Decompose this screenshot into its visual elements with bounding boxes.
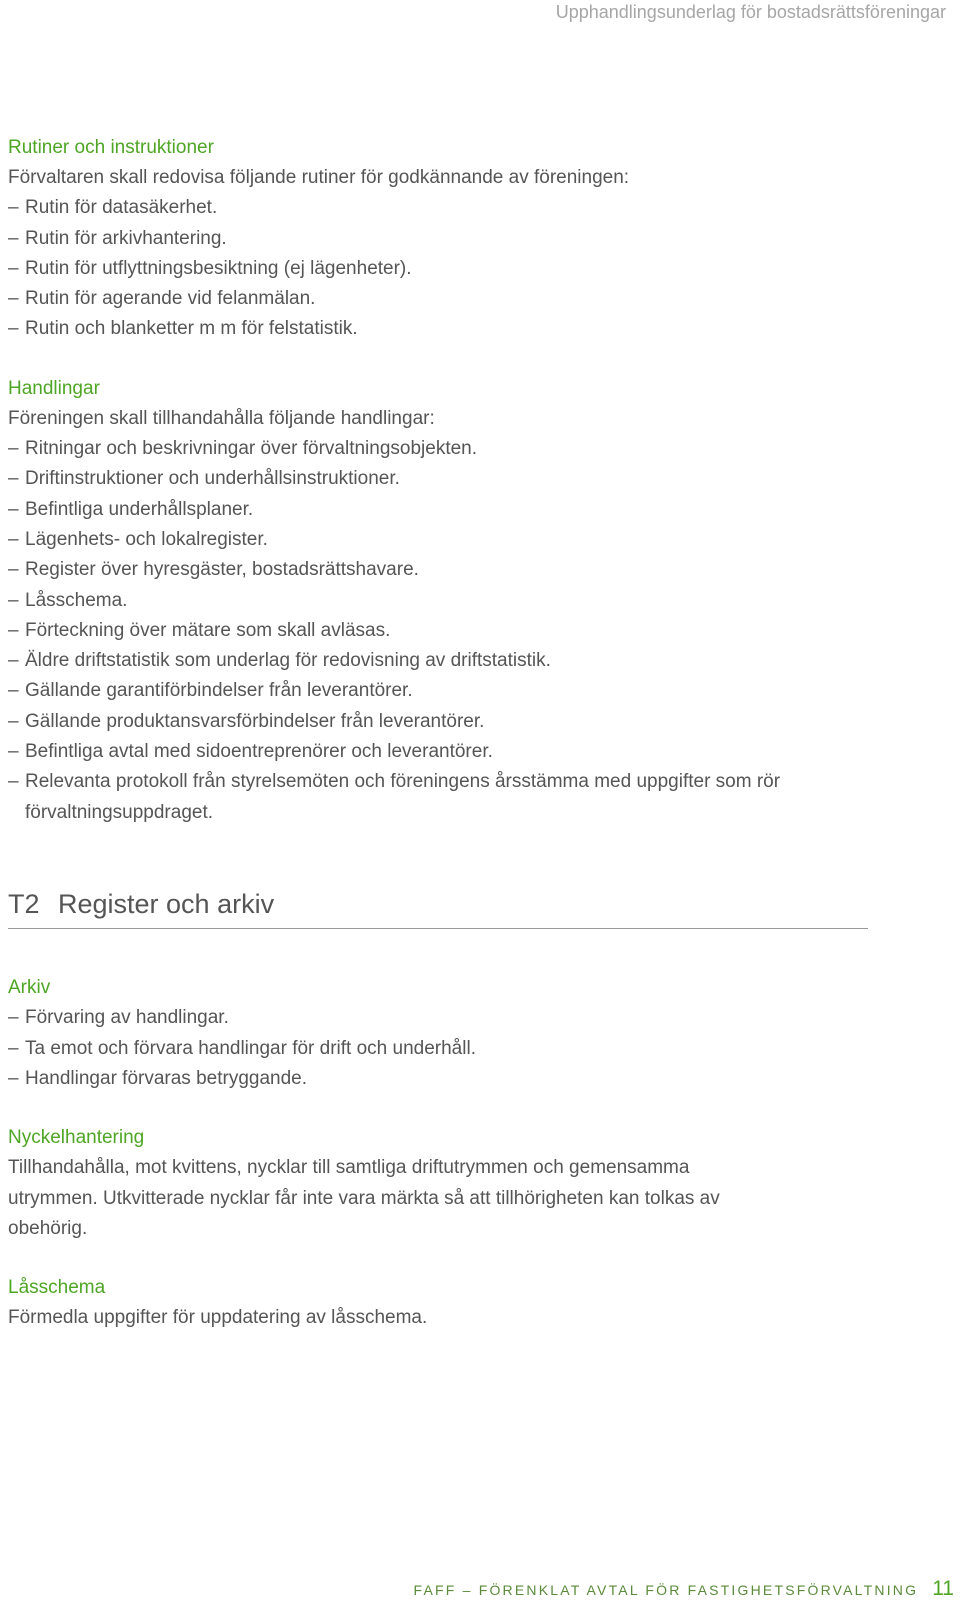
list-item: – Rutin för utflyttningsbesiktning (ej lägenheter). — [8, 257, 412, 279]
heading-handlingar: Handlingar — [8, 377, 100, 399]
list-item: – Rutin och blanketter m m för felstatistik. — [8, 318, 358, 340]
handlingar-list — [8, 434, 888, 828]
page-content — [8, 133, 888, 1333]
list-item: – Förvaring av handlingar. — [8, 1007, 229, 1029]
list-item: – Gällande produktansvarsförbindelser från leverantörer. — [8, 710, 485, 732]
heading-rutiner: Rutiner och instruktioner — [8, 137, 214, 158]
nyckelhantering-text: Tillhandahålla, mot kvittens, nycklar till samtliga driftutrymmen och gemensamma utrymmen. Utkvitterade nycklar får inte vara märkta så att tillhörigheten kan tolkas av obehörig. — [8, 1157, 720, 1239]
list-item: – Förteckning över mätare som skall avläsas. — [8, 619, 391, 641]
running-header: Upphandlingsunderlag för bostadsrättsföreningar — [555, 2, 946, 22]
list-item: – Rutin för agerande vid felanmälan. — [8, 288, 316, 310]
heading-nyckelhantering: Nyckelhantering — [8, 1127, 145, 1149]
footer-title: FAFF – FÖRENKLAT AVTAL FÖR FASTIGHETSFÖRVALTNING — [413, 1582, 919, 1598]
list-item: – Befintliga underhållsplaner. — [8, 498, 254, 520]
list-item: – Gällande garantiförbindelser från leverantörer. — [8, 680, 413, 702]
handlingar-intro: Föreningen skall tillhandahålla följande handlingar: — [8, 407, 435, 429]
heading-arkiv: Arkiv — [8, 977, 51, 999]
lasschema-text: Förmedla uppgifter för uppdatering av låsschema. — [8, 1307, 428, 1329]
list-item: – Befintliga avtal med sidoentreprenörer och leverantörer. — [8, 741, 493, 763]
heading-lasschema: Låsschema — [8, 1277, 106, 1299]
list-item: – Ta emot och förvara handlingar för drift och underhåll. — [8, 1037, 476, 1059]
section-heading-t2 — [8, 886, 868, 929]
rutiner-intro: Förvaltaren skall redovisa följande rutiner för godkännande av föreningen: — [8, 167, 630, 188]
page-number: 11 — [932, 1577, 954, 1600]
rutiner-list — [8, 193, 888, 344]
arkiv-list — [8, 1003, 888, 1094]
list-item: – Rutin för arkivhantering. — [8, 227, 227, 249]
list-item: – Register över hyresgäster, bostadsrättshavare. — [8, 559, 419, 581]
section-title: Register och arkiv — [58, 888, 275, 919]
page-footer — [414, 1572, 954, 1602]
list-item: – Äldre driftstatistik som underlag för redovisning av driftstatistik. — [8, 650, 551, 672]
list-item: – Relevanta protokoll från styrelsemöten och föreningens årsstämma med uppgifter som rör förvaltningsuppdraget. — [8, 771, 781, 823]
list-item: – Driftinstruktioner och underhållsinstruktioner. — [8, 468, 400, 490]
list-item: – Låsschema. — [8, 589, 128, 611]
list-item: – Rutin för datasäkerhet. — [8, 197, 218, 219]
list-item: – Lägenhets- och lokalregister. — [8, 528, 268, 550]
list-item: – Handlingar förvaras betryggande. — [8, 1067, 308, 1089]
list-item: – Ritningar och beskrivningar över förvaltningsobjekten. — [8, 438, 478, 460]
section-number: T2 — [8, 888, 40, 919]
